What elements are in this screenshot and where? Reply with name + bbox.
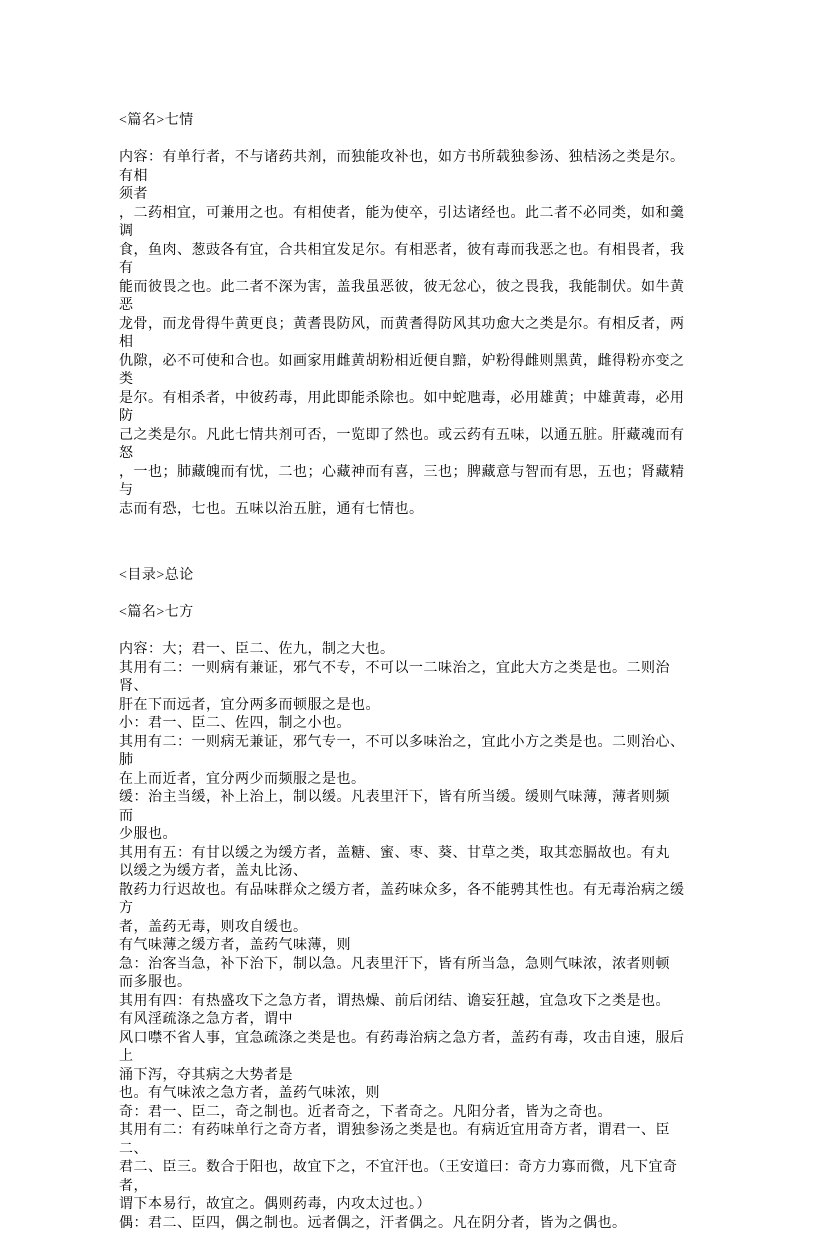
text-line: 其用有五：有甘以缓之为缓方者，盖糖、蜜、枣、葵、甘草之类，取其恋膈故也。有丸 (119, 845, 698, 864)
text-line: 其用有二：有药味单行之奇方者，谓独参汤之类是也。有病近宜用奇方者，谓君一、臣二、 (119, 1122, 698, 1159)
zonglun-tag-heading: <目录>总论 (119, 567, 698, 586)
text-line: 食，鱼肉、葱豉各有宜，合共相宜发足尔。有相恶者，彼有毒而我恶之也。有相畏者，我有 (119, 242, 698, 279)
text-line: 散药力行迟故也。有品味群众之缓方者，盖药味众多，各不能骋其性也。有无毒治病之缓方 (119, 882, 698, 919)
text-line: 须者 (119, 186, 698, 205)
text-line: 在上而近者，宜分两少而频服之是也。 (119, 771, 698, 790)
text-line: 也。有气味浓之急方者，盖药气味浓，则 (119, 1085, 698, 1104)
text-line: 是尔。有相杀者，中彼药毒，用此即能杀除也。如中蛇虺毒，必用雄黄；中雄黄毒，必用防 (119, 390, 698, 427)
text-line: 风口噤不省人事，宜急疏涤之类是也。有药毒治病之急方者，盖药有毒，攻击自速，服后上 (119, 1030, 698, 1067)
text-line: 缓：治主当缓，补上治上，制以缓。凡表里汗下，皆有所当缓。缓则气味薄，薄者则频 (119, 789, 698, 808)
text-line: 偶：君二、臣四，偶之制也。远者偶之，汗者偶之。凡在阴分者，皆为之偶也。 (119, 1215, 698, 1233)
qiqing-tag-heading: <篇名>七情 (119, 112, 698, 131)
text-line: 其用有四：有热盛攻下之急方者，谓热燥、前后闭结、谵妄狂越，宜急攻下之类是也。 (119, 993, 698, 1012)
text-line: 肝在下而远者，宜分两多而顿服之是也。 (119, 697, 698, 716)
text-line: 谓下本易行，故宜之。偶则药毒，内攻太过也。） (119, 1196, 698, 1215)
text-line: 小：君一、臣二、佐四，制之小也。 (119, 715, 698, 734)
text-line: 而多服也。 (119, 974, 698, 993)
text-line: ，一也；肺藏魄而有忧，二也；心藏神而有喜，三也；脾藏意与智而有思，五也；肾藏精与 (119, 464, 698, 501)
text-line: 而 (119, 808, 698, 827)
text-line: 龙骨，而龙骨得牛黄更良；黄耆畏防风，而黄耆得防风其功愈大之类是尔。有相反者，两相 (119, 316, 698, 353)
text-line: 其用有二：一则病无兼证，邪气专一，不可以多味治之，宜此小方之类是也。二则治心、肺 (119, 734, 698, 771)
text-line: 有风淫疏涤之急方者，谓中 (119, 1011, 698, 1030)
text-line: 己之类是尔。凡此七情共剂可否，一览即了然也。或云药有五味，以通五脏。肝藏魂而有怒 (119, 427, 698, 464)
text-line: 能而彼畏之也。此二者不深为害，盖我虽恶彼，彼无忿心，彼之畏我，我能制伏。如牛黄恶 (119, 279, 698, 316)
qiqing-body-text (119, 149, 698, 519)
text-line: 者，盖药无毒，则攻自缓也。 (119, 919, 698, 938)
text-line: 涌下泻，夺其病之大势者是 (119, 1067, 698, 1086)
qifang-body-text (119, 641, 698, 1233)
text-line: 仇隙，必不可使和合也。如画家用雌黄胡粉相近便自黯，妒粉得雌则黑黄，雌得粉亦变之类 (119, 353, 698, 390)
text-line: 奇：君一、臣二，奇之制也。近者奇之，下者奇之。凡阳分者，皆为之奇也。 (119, 1104, 698, 1123)
text-line: 内容：大；君一、臣二、佐九，制之大也。 (119, 641, 698, 660)
text-line: 君二、臣三。数合于阳也，故宜下之，不宜汗也。（王安道曰：奇方力寡而微，凡下宜奇者， (119, 1159, 698, 1196)
section-zonglun (119, 567, 698, 586)
qifang-tag-heading: <篇名>七方 (119, 604, 698, 623)
text-line: 内容：有单行者，不与诸药共剂，而独能攻补也，如方书所载独参汤、独桔汤之类是尔。有相 (119, 149, 698, 186)
text-line: 以缓之为缓方者，盖丸比汤、 (119, 863, 698, 882)
text-line: 急：治客当急，补下治下，制以急。凡表里汗下，皆有所当急，急则气味浓，浓者则顿 (119, 956, 698, 975)
section-qiqing (119, 112, 698, 519)
text-line: 有气味薄之缓方者，盖药气味薄，则 (119, 937, 698, 956)
text-line: 少服也。 (119, 826, 698, 845)
text-line: ，二药相宜，可兼用之也。有相使者，能为使卒，引达诸经也。此二者不必同类，如和羹调 (119, 205, 698, 242)
text-line: 其用有二：一则病有兼证，邪气不专，不可以一二味治之，宜此大方之类是也。二则治肾、 (119, 660, 698, 697)
text-line: 志而有恐，七也。五味以治五脏，通有七情也。 (119, 501, 698, 520)
section-qifang (119, 604, 698, 1233)
